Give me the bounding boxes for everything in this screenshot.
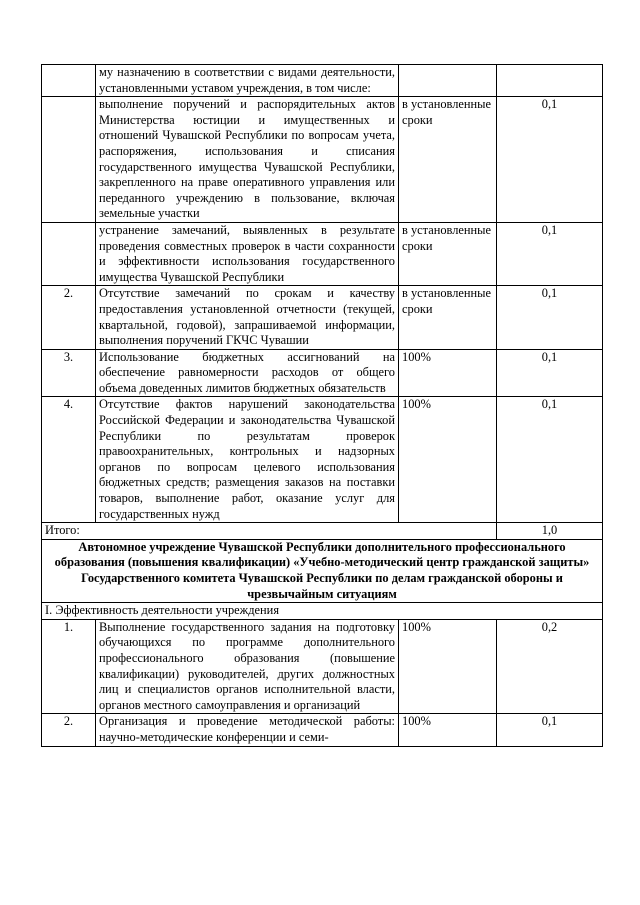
weight-value: 0,1 — [497, 714, 603, 746]
row-number: 1. — [42, 619, 96, 714]
row-number — [42, 97, 96, 223]
criterion-text: Отсутствие замечаний по срокам и качеству предоставления установленной отчетности (текущей, квартальной, годовой), запрашиваемой информации, выполнения поручений ГКЧС Чувашии — [96, 286, 399, 349]
condition-text: в установленные сроки — [399, 97, 497, 223]
table-row — [42, 222, 603, 285]
row-number: 2. — [42, 286, 96, 349]
criterion-text: му назначению в соответствии с видами деятельности, установленными уставом учреждения, в том числе: — [96, 65, 399, 97]
condition-text: 100% — [399, 349, 497, 397]
table-row — [42, 65, 603, 97]
criteria-table — [41, 64, 603, 747]
row-number: 2. — [42, 714, 96, 746]
weight-value: 0,1 — [497, 397, 603, 523]
condition-text: в установленные сроки — [399, 222, 497, 285]
criterion-text: Организация и проведение методической работы: научно-методические конференции и семи- — [96, 714, 399, 746]
subsection-title: I. Эффективность деятельности учреждения — [42, 603, 603, 620]
condition-text: 100% — [399, 714, 497, 746]
row-number — [42, 65, 96, 97]
total-weight: 1,0 — [497, 523, 603, 540]
row-number: 4. — [42, 397, 96, 523]
total-label: Итого: — [42, 523, 497, 540]
total-row — [42, 523, 603, 540]
row-number: 3. — [42, 349, 96, 397]
criterion-text: выполнение поручений и распорядительных актов Министерства юстиции и имущественных и отношений Чувашской Республики по вопросам учета, распоряжения, использования и списания государственного имущества Чувашской Республики, закрепленного на праве оперативного управления или переданного учреждению в пользование, включая земельные участки — [96, 97, 399, 223]
condition-text — [399, 65, 497, 97]
criterion-text: устранение замечаний, выявленных в результате проведения совместных проверок в части сохранности и эффективности использования государственного имущества Чувашской Республики — [96, 222, 399, 285]
section-title-row — [42, 539, 603, 602]
table-row — [42, 349, 603, 397]
table-row — [42, 619, 603, 714]
condition-text: 100% — [399, 397, 497, 523]
row-number — [42, 222, 96, 285]
condition-text: 100% — [399, 619, 497, 714]
criterion-text: Отсутствие фактов нарушений законодательства Российской Федерации и законодательства Чувашской Республики по результатам проверок правоохранительных, контрольных и надзорных органов по вопросам целевого использования бюджетных средств; размещения заказов на поставки товаров, выполнение работ, оказание услуг для государственных нужд — [96, 397, 399, 523]
table-row — [42, 714, 603, 746]
weight-value: 0,1 — [497, 286, 603, 349]
weight-value: 0,2 — [497, 619, 603, 714]
weight-value: 0,1 — [497, 97, 603, 223]
table-row — [42, 397, 603, 523]
criterion-text: Выполнение государственного задания на подготовку обучающихся по программе дополнительного профессионального образования (повышение квалификации) руководителей, других должностных лиц и специалистов органов исполнительной власти, органов местного самоуправления и организаций — [96, 619, 399, 714]
weight-value: 0,1 — [497, 349, 603, 397]
criterion-text: Использование бюджетных ассигнований на обеспечение равномерности расходов от общего объема доведенных лимитов бюджетных обязательств — [96, 349, 399, 397]
condition-text: в установленные сроки — [399, 286, 497, 349]
table-row — [42, 97, 603, 223]
table-row — [42, 286, 603, 349]
section-title: Автономное учреждение Чувашской Республики дополнительного профессионального образования (повышения квалификации) «Учебно-методический центр гражданской защиты» Государственного комитета Чувашской Республики по делам гражданской обороны и чрезвычайным ситуациям — [42, 539, 603, 602]
weight-value: 0,1 — [497, 222, 603, 285]
weight-value — [497, 65, 603, 97]
subsection-row — [42, 603, 603, 620]
